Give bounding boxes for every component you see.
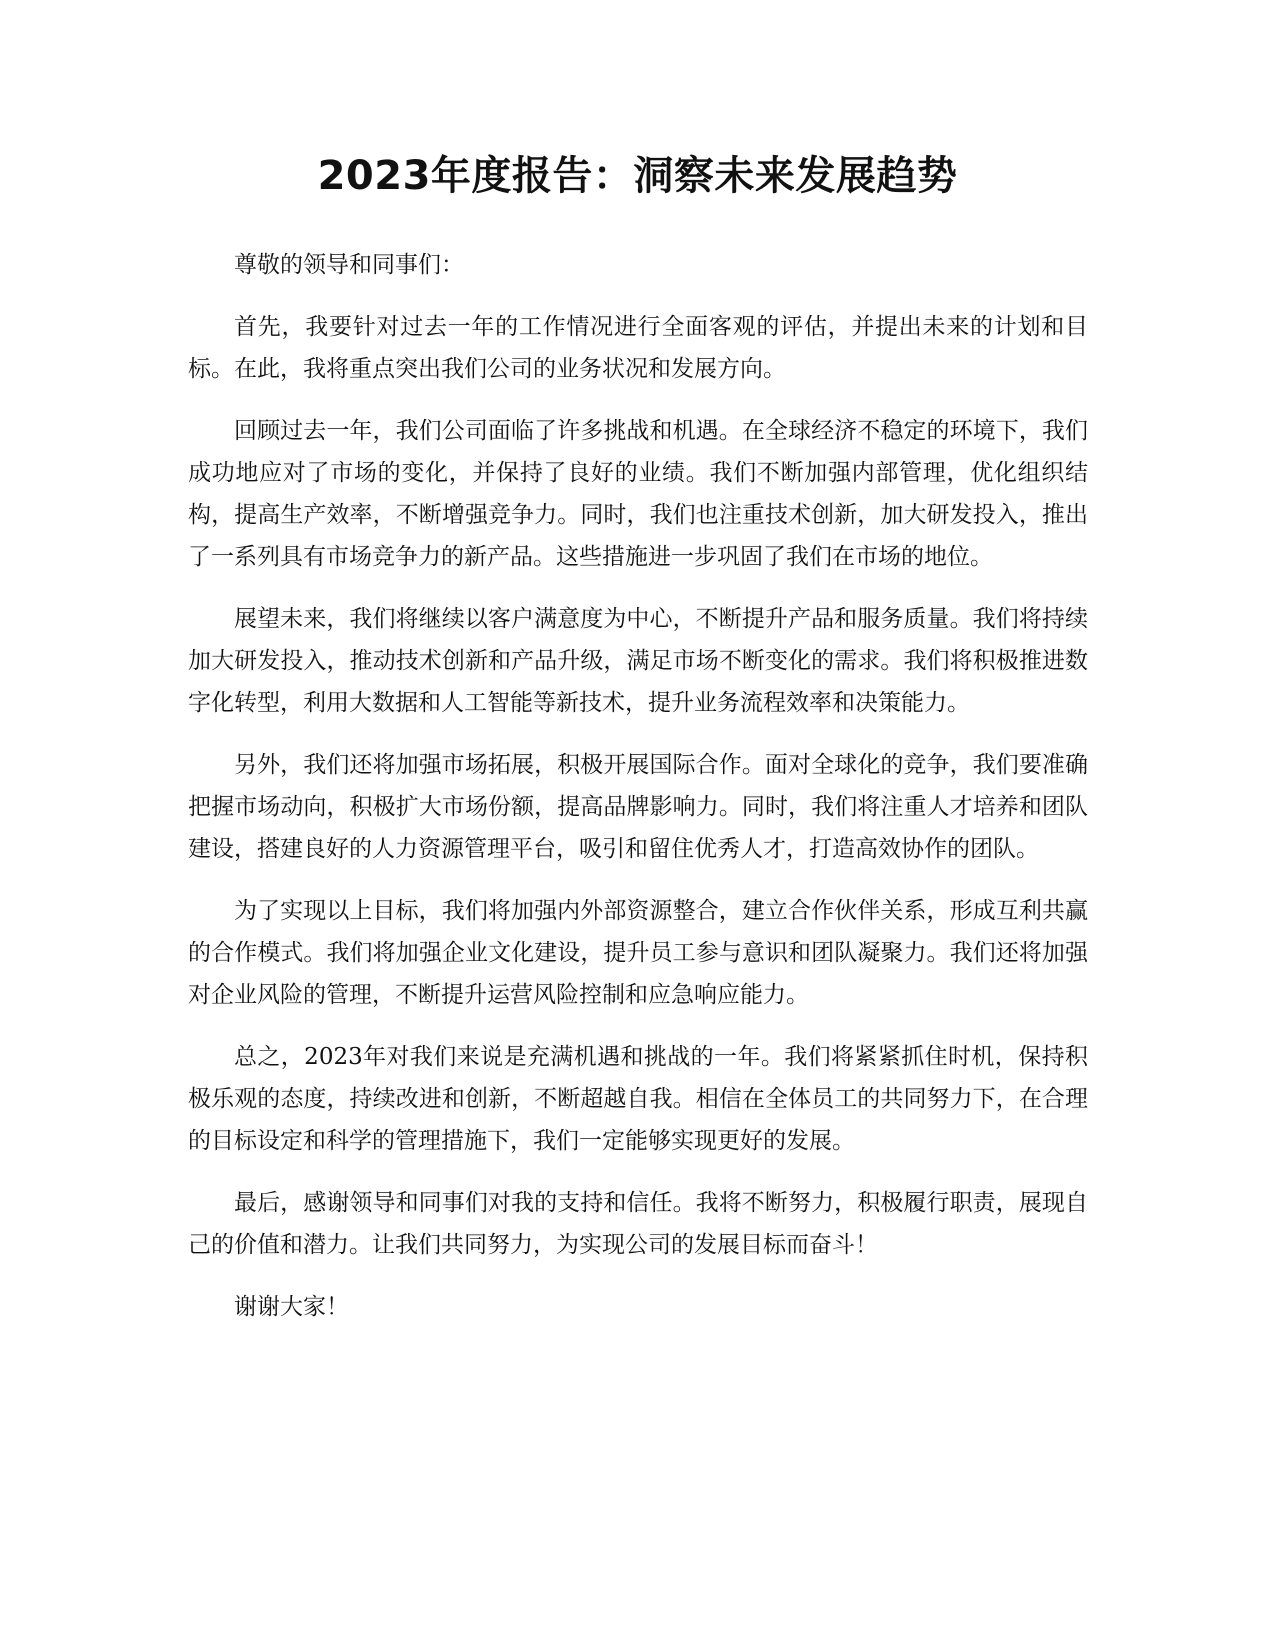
document-body: [188, 244, 1088, 1348]
paragraph-goals: 为了实现以上目标，我们将加强内外部资源整合，建立合作伙伴关系，形成互利共赢的合作模式。我们将加强企业文化建设，提升员工参与意识和团队凝聚力。我们还将加强对企业风险的管理，不断提升运营风险控制和应急响应能力。: [188, 898, 1088, 1008]
paragraph-intro: 首先，我要针对过去一年的工作情况进行全面客观的评估，并提出未来的计划和目标。在此，我将重点突出我们公司的业务状况和发展方向。: [188, 314, 1088, 382]
paragraph-outlook: 展望未来，我们将继续以客户满意度为中心，不断提升产品和服务质量。我们将持续加大研发投入，推动技术创新和产品升级，满足市场不断变化的需求。我们将积极推进数字化转型，利用大数据和人工智能等新技术，提升业务流程效率和决策能力。: [188, 606, 1088, 716]
salutation: 尊敬的领导和同事们：: [234, 252, 464, 278]
document-title: 2023年度报告：洞察未来发展趋势: [317, 153, 958, 199]
paragraph-thanks: 最后，感谢领导和同事们对我的支持和信任。我将不断努力，积极履行职责，展现自己的价值和潜力。让我们共同努力，为实现公司的发展目标而奋斗！: [188, 1190, 1088, 1258]
closing: 谢谢大家！: [234, 1294, 349, 1320]
paragraph-summary: 总之，2023年对我们来说是充满机遇和挑战的一年。我们将紧紧抓住时机，保持积极乐观的态度，持续改进和创新，不断超越自我。相信在全体员工的共同努力下，在合理的目标设定和科学的管理措施下，我们一定能够实现更好的发展。: [188, 1044, 1088, 1154]
paragraph-review: 回顾过去一年，我们公司面临了许多挑战和机遇。在全球经济不稳定的环境下，我们成功地应对了市场的变化，并保持了良好的业绩。我们不断加强内部管理，优化组织结构，提高生产效率，不断增强竞争力。同时，我们也注重技术创新，加大研发投入，推出了一系列具有市场竞争力的新产品。这些措施进一步巩固了我们在市场的地位。: [188, 418, 1088, 570]
paragraph-market-expansion: 另外，我们还将加强市场拓展，积极开展国际合作。面对全球化的竞争，我们要准确把握市场动向，积极扩大市场份额，提高品牌影响力。同时，我们将注重人才培养和团队建设，搭建良好的人力资源管理平台，吸引和留住优秀人才，打造高效协作的团队。: [188, 752, 1088, 862]
